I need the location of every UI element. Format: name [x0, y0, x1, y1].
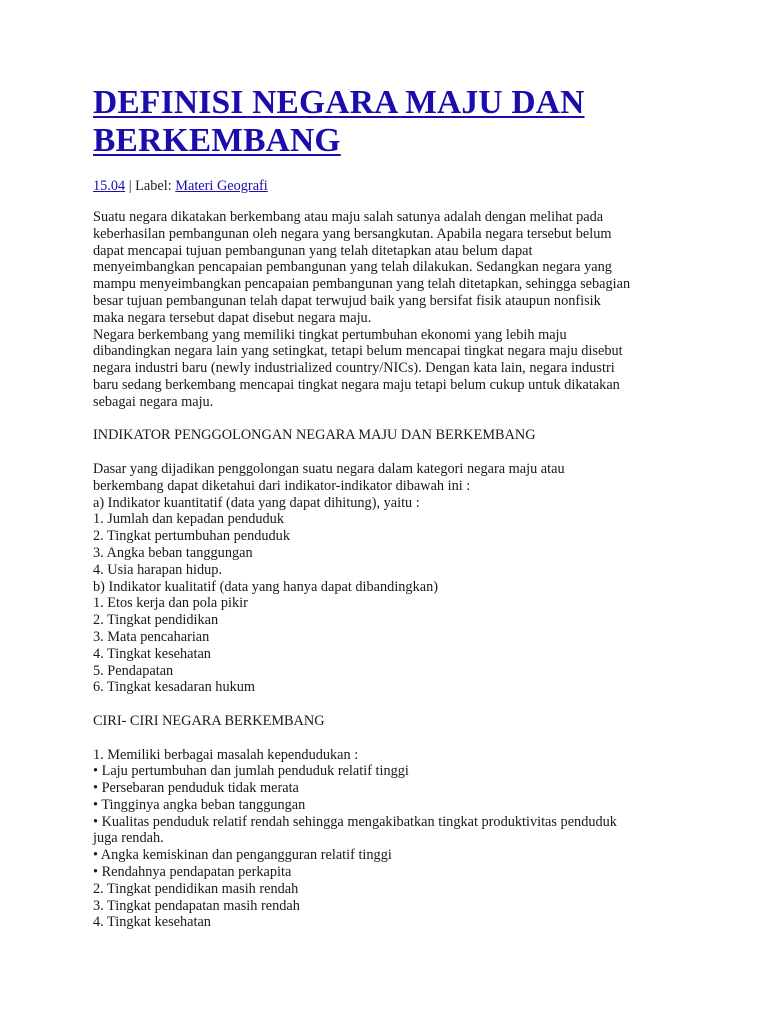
post-title-line-1: DEFINISI NEGARA MAJU DAN — [93, 84, 585, 121]
body-line: 3. Mata pencaharian — [93, 628, 210, 645]
body-line: dibandingkan negara lain yang setingkat, tetapi belum mencapai tingkat negara maju disebut — [93, 343, 623, 360]
body-line: CIRI- CIRI NEGARA BERKEMBANG — [93, 712, 325, 729]
post-title-line-2: BERKEMBANG — [93, 122, 341, 159]
body-line: 1. Etos kerja dan pola pikir — [93, 595, 248, 612]
body-line: • Tingginya angka beban tanggungan — [93, 796, 306, 813]
body-line: Suatu negara dikatakan berkembang atau maju salah satunya adalah dengan melihat pada — [93, 209, 604, 225]
body-line: juga rendah. — [93, 830, 164, 847]
body-line: maka negara tersebut dapat disebut negara maju. — [93, 309, 372, 326]
post-title-link[interactable] — [93, 84, 585, 159]
body-line: • Angka kemiskinan dan pengangguran relatif tinggi — [93, 847, 392, 864]
label-prefix: | Label: — [125, 178, 176, 194]
body-line: Negara berkembang yang memiliki tingkat pertumbuhan ekonomi yang lebih maju — [93, 326, 567, 343]
body-line: 6. Tingkat kesadaran hukum — [93, 679, 256, 696]
body-line: INDIKATOR PENGGOLONGAN NEGARA MAJU DAN BERKEMBANG — [93, 427, 536, 444]
body-line: 2. Tingkat pertumbuhan penduduk — [93, 528, 290, 545]
body-line: Dasar yang dijadikan penggolongan suatu negara dalam kategori negara maju atau — [93, 460, 565, 477]
paragraph-gap — [93, 730, 693, 747]
body-line: • Persebaran penduduk tidak merata — [93, 780, 299, 797]
post-title — [93, 84, 693, 160]
body-line: 2. Tingkat pendidikan — [93, 612, 219, 629]
body-line: besar tujuan pembangunan telah dapat terwujud baik yang bersifat fisik ataupun nonfisik — [93, 292, 601, 309]
body-line: 3. Angka beban tanggungan — [93, 544, 253, 561]
label-link[interactable]: Materi Geografi — [175, 178, 268, 194]
body-line: 1. Jumlah dan kepadan penduduk — [93, 511, 284, 528]
post-meta — [93, 178, 693, 195]
body-line: dapat mencapai tujuan pembangunan yang telah ditetapkan atau belum dapat — [93, 242, 533, 259]
body-line: negara industri baru (newly industrialized country/NICs). Dengan kata lain, negara industri — [93, 360, 615, 377]
body-line: 2. Tingkat pendidikan masih rendah — [93, 880, 299, 897]
body-line: • Laju pertumbuhan dan jumlah penduduk relatif tinggi — [93, 763, 409, 780]
post-body — [93, 209, 693, 931]
body-line: • Rendahnya pendapatan perkapita — [93, 864, 292, 881]
body-line: 1. Memiliki berbagai masalah kependudukan : — [93, 746, 359, 763]
article — [93, 84, 693, 931]
paragraph-gap — [93, 696, 693, 713]
body-line: baru sedang berkembang mencapai tingkat negara maju tetapi belum cukup untuk dikatakan — [93, 376, 620, 393]
body-line: 3. Tingkat pendapatan masih rendah — [93, 897, 300, 914]
body-line: • Kualitas penduduk relatif rendah sehingga mengakibatkan tingkat produktivitas penduduk — [93, 813, 617, 830]
body-line: berkembang dapat diketahui dari indikator-indikator dibawah ini : — [93, 477, 471, 494]
body-line: 4. Tingkat kesehatan — [93, 914, 211, 931]
body-line: 4. Usia harapan hidup. — [93, 561, 223, 578]
body-line: keberhasilan pembangunan oleh negara yang bersangkutan. Apabila negara tersebut belum — [93, 225, 612, 242]
body-line: a) Indikator kuantitatif (data yang dapat dihitung), yaitu : — [93, 494, 420, 511]
body-line: sebagai negara maju. — [93, 393, 214, 410]
body-line: b) Indikator kualitatif (data yang hanya dapat dibandingkan) — [93, 578, 438, 595]
body-line: 5. Pendapatan — [93, 662, 174, 679]
paragraph-gap — [93, 444, 693, 461]
body-line: menyeimbangkan pencapaian pembangunan yang telah dilakukan. Sedangkan negara yang — [93, 259, 612, 276]
paragraph-gap — [93, 411, 693, 428]
body-line: 4. Tingkat kesehatan — [93, 645, 211, 662]
body-line: mampu menyeimbangkan pencapaian pembangunan yang telah ditetapkan, sehingga sebagian — [93, 276, 631, 293]
post-time-link[interactable]: 15.04 — [93, 178, 126, 194]
